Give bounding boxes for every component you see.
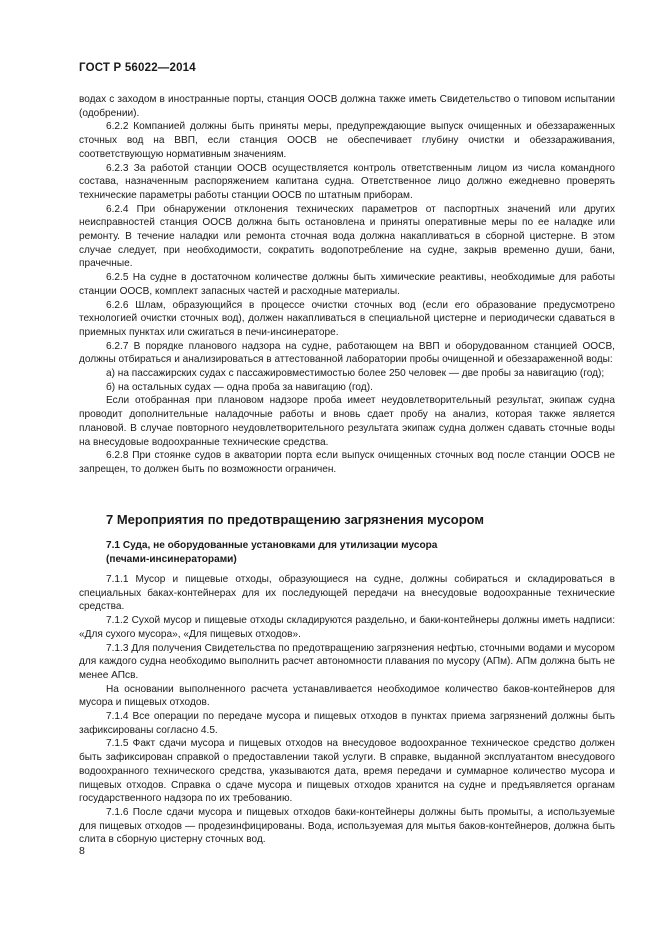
paragraph-6-2-4: 6.2.4 При обнаружении отклонения технических параметров от паспортных значений или других неисправностей станция ООСВ должна быть остановлена и приняты оперативные меры по ее наладке или ремонту. В течение наладки или ремонта сточная вода должна накапливаться в сборной цистерне. В этом случае следует, при необходимости, сократить водопотребление на судне, закрыв временно души, бани, прачечные. [79, 203, 615, 270]
paragraph-6-2-3: 6.2.3 За работой станции ООСВ осуществляется контроль ответственным лицом из числа командного состава, назначенным распоряжением капитана судна. Ответственное лицо должно ежедневно проверять технические параметры работы станции ООСВ по штатным приборам. [79, 162, 615, 201]
paragraph-7-1-2: 7.1.2 Сухой мусор и пищевые отходы складируются раздельно, и баки-контейнеры должны иметь надписи: «Для сухого мусора», «Для пищевых отходов». [79, 615, 615, 640]
paragraph-6-2-6: 6.2.6 Шлам, образующийся в процессе очистки сточных вод (если его образование предусмотрено технологией очистки сточных вод), должен накапливаться в специальной цистерне и периодически сдаваться в приемных пунктах или сжигаться в печи-инсинераторе. [79, 299, 615, 338]
paragraph-7-1-1: 7.1.1 Мусор и пищевые отходы, образующиеся на судне, должны собираться и складироваться в специальных баках-контейнерах для их последующей передачи на внесудовые водоохранные технические средства. [79, 574, 615, 613]
subsection-title [106, 539, 606, 566]
page-number: 8 [79, 845, 85, 857]
list-item-b: б) на остальных судах — одна проба за навигацию (год). [106, 381, 373, 393]
paragraph-7-1-6: 7.1.6 После сдачи мусора и пищевых отходов баки-контейнеры должны быть промыты, а используемые для пищевых отходов — продезинфицированы. Вода, используемая для мытья баков-контейнеров, должна быть слита в сборную цистерну сточных вод. [79, 806, 615, 846]
list-item-a: а) на пассажирских судах с пассажировместимостью более 250 человек — две пробы за навигацию (год); [106, 368, 605, 380]
body-text-top [79, 93, 615, 477]
paragraph: водах с заходом в иностранные порты, станция ООСВ должна также иметь Свидетельство о типовом испытании (одобрении). [79, 94, 615, 119]
subsection-title-line-2: (печами-инсинераторами) [106, 553, 237, 565]
paragraph-calculation: На основании выполненного расчета устанавливается необходимое количество баков-контейнеров для мусора и пищевых отходов. [79, 683, 615, 709]
body-text-bottom [79, 573, 615, 847]
paragraph-7-1-3: 7.1.3 Для получения Свидетельства по предотвращению загрязнения нефтью, сточными водами и мусором для каждого судна необходимо выполнить расчет автономности плавания по мусору (АПм). АПм должна быть не менее АПсв. [79, 642, 615, 681]
paragraph-6-2-5: 6.2.5 На судне в достаточном количестве должны быть химические реактивы, необходимые для работы станции ООСВ, комплект запасных частей и расходные материалы. [79, 272, 615, 297]
paragraph-sample-result: Если отобранная при плановом надзоре проба имеет неудовлетворительный результат, экипаж судна проводит дополнительные наладочные работы и вновь сдает пробу на анализ, которая также является плановой. В случае повторного неудовлетворительного результата экипаж судна должен сдавать сточные воды на внесудовые водоохранные технические средства. [79, 395, 615, 448]
paragraph-7-1-5: 7.1.5 Факт сдачи мусора и пищевых отходов на внесудовое водоохранное техническое средство должен быть зафиксирован справкой о предоставлении такой услуги. В справке, выданной эксплуатантом внесудового водоохранного технического средства, указываются дата, время передачи и суммарное количество мусора и пищевых отходов. Справка о сдаче мусора и пищевых отходов хранится на судне и предъявляется органам государственного надзора по их требованию. [79, 738, 615, 805]
subsection-title-line-1: 7.1 Суда, не оборудованные установками для утилизации мусора [106, 540, 438, 551]
paragraph-6-2-7: 6.2.7 В порядке планового надзора на судне, работающем на ВВП и оборудованном станцией ООСВ, должны отбираться и анализироваться в аттестованной лаборатории пробы очищенной и обеззараженной воды: [79, 340, 615, 366]
paragraph-6-2-8: 6.2.8 При стоянке судов в акватории порта ecли выпуск очищенных сточных вод после станции ООСВ не запрещен, то должен быть по возможности ограничен. [79, 450, 615, 475]
document-header: ГОСТ Р 56022—2014 [79, 62, 196, 74]
section-title: 7 Мероприятия по предотвращению загрязнения мусором [106, 512, 485, 527]
paragraph-7-1-4: 7.1.4 Все операции по передаче мусора и пищевых отходов в пунктах приема загрязнений должны быть зафиксированы согласно 4.5. [79, 711, 615, 736]
paragraph-6-2-2: 6.2.2 Компанией должны быть приняты меры, предупреждающие выпуск очищенных и обеззараженных сточных вод на ВВП, если станция ООСВ не обеспечивает глубину очистки и обеззараживания, соответствующую нормативным значениям. [79, 121, 615, 160]
